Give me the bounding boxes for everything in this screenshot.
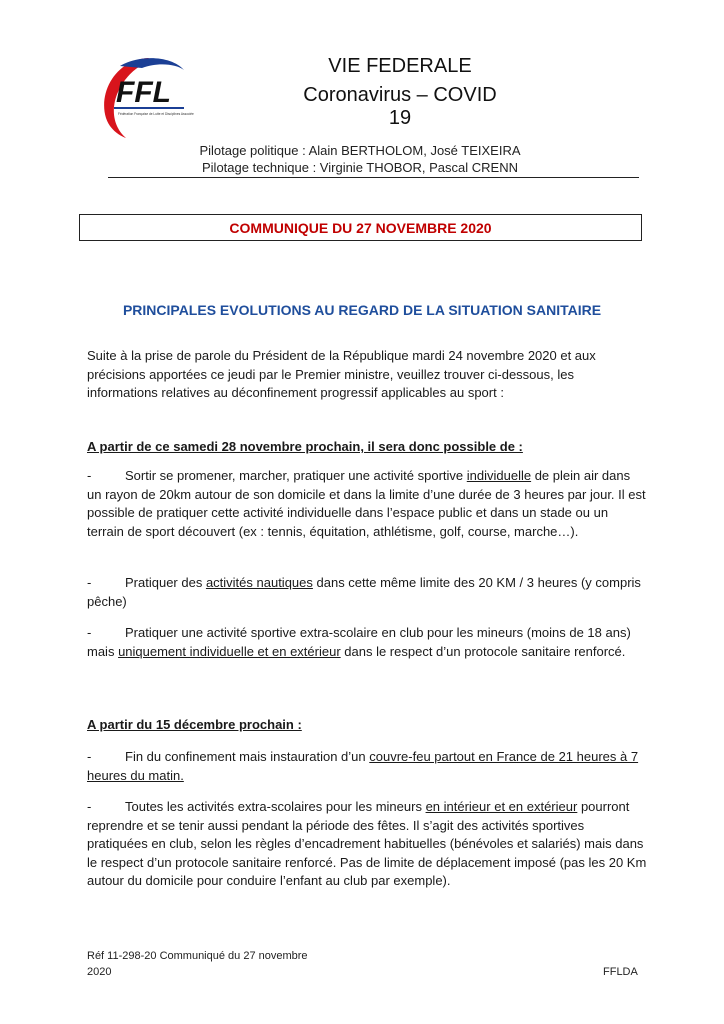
footer-org: FFLDA	[603, 966, 638, 978]
bullet-dash: -	[87, 625, 92, 640]
intro-paragraph: Suite à la prise de parole du Président de la République mardi 24 novembre 2020 et aux précisions apportées ce jeudi par le Premier ministre, veuillez trouver ci-dessous, les informations relatives au déconfinement progressif applicables au sport :	[87, 348, 596, 400]
item-text: Sortir se promener, marcher, pratiquer une activité sportive	[125, 468, 467, 483]
item-text: dans le respect d’un protocole sanitaire renforcé.	[340, 643, 626, 659]
item-text: Fin du confinement mais instauration d’un	[125, 749, 370, 764]
header-divider	[108, 177, 639, 178]
communique-title: COMMUNIQUE DU 27 NOVEMBRE 2020	[229, 219, 492, 236]
item-underlined: uniquement individuelle et en extérieur	[118, 643, 341, 659]
part1-item-3	[87, 624, 647, 661]
bullet-dash: -	[87, 575, 92, 590]
item-text: dans cette même limite des 20 KM / 3 heures (y compris pêche)	[87, 575, 641, 609]
bullet-dash: -	[87, 799, 92, 814]
item-underlined: couvre-feu partout en France de 21 heures à 7 heures du matin.	[87, 749, 639, 783]
part1-item-1	[87, 467, 647, 541]
part2-heading-text: A partir du 15 décembre prochain :	[87, 717, 302, 732]
part2-item-2	[87, 798, 647, 891]
section-title: PRINCIPALES EVOLUTIONS AU REGARD DE LA SITUATION SANITAIRE	[122, 302, 602, 318]
item-underlined: individuelle	[466, 468, 532, 483]
communique-box	[79, 214, 642, 241]
item-text: pourront reprendre et se tenir aussi pendant la période des fêtes. Il s’agit des activités sportives pratiquées en club, selon les règles d’encadrement habituelles (bénévoles et salariés) mais dans le respect d’un protocole sanitaire renforcé. Pas de limite de déplacement imposé (pas les 20 Km autour du domicile pour conduire l’enfant au club par exemple).	[87, 799, 647, 888]
part1-heading-text: A partir de ce samedi 28 novembre prochain, il sera donc possible de :	[87, 439, 523, 454]
part2-item-1	[87, 748, 647, 785]
ffl-logo	[96, 52, 194, 140]
logo-caption: Fédération Française de Lutte et Disciplines Associées	[118, 112, 194, 116]
part1-heading	[87, 438, 647, 457]
page-title: VIE FEDERALE	[328, 55, 472, 77]
pilotage-politique: Pilotage politique : Alain BERTHOLOM, José TEIXEIRA	[199, 143, 521, 158]
item-underlined: activités nautiques	[205, 575, 313, 590]
item-underlined: en intérieur et en extérieur	[425, 799, 578, 814]
bullet-dash: -	[87, 468, 92, 483]
item-text: Toutes les activités extra-scolaires pour les mineurs	[125, 799, 426, 814]
item-text: de plein air dans un rayon de 20km autour de son domicile et dans la limite d’une durée de 3 heures par jour. Il est possible de pratiquer cette activité individuelle dans l’espace public et dans un stade ou un terrain de sport découvert (ex : tennis, équitation, athlétisme, golf, course, marche…).	[87, 468, 646, 539]
pilotage-technique: Pilotage technique : Virginie THOBOR, Pascal CRENN	[202, 160, 518, 175]
footer-ref-line1: Réf 11-298-20 Communiqué du 27 novembre	[87, 950, 308, 962]
part2-heading	[87, 716, 647, 735]
ffl-logo-icon	[96, 52, 194, 140]
item-text: Pratiquer une activité sportive extra-scolaire en club pour les mineurs (moins de 18 ans) mais	[87, 625, 631, 659]
bullet-dash: -	[87, 749, 92, 764]
item-text: Pratiquer des	[125, 575, 206, 590]
part1-item-2	[87, 574, 647, 611]
footer-ref-line2: 2020	[87, 966, 112, 978]
page-subtitle: Coronavirus – COVID 19	[303, 84, 497, 129]
logo-text: FFL	[116, 76, 171, 109]
